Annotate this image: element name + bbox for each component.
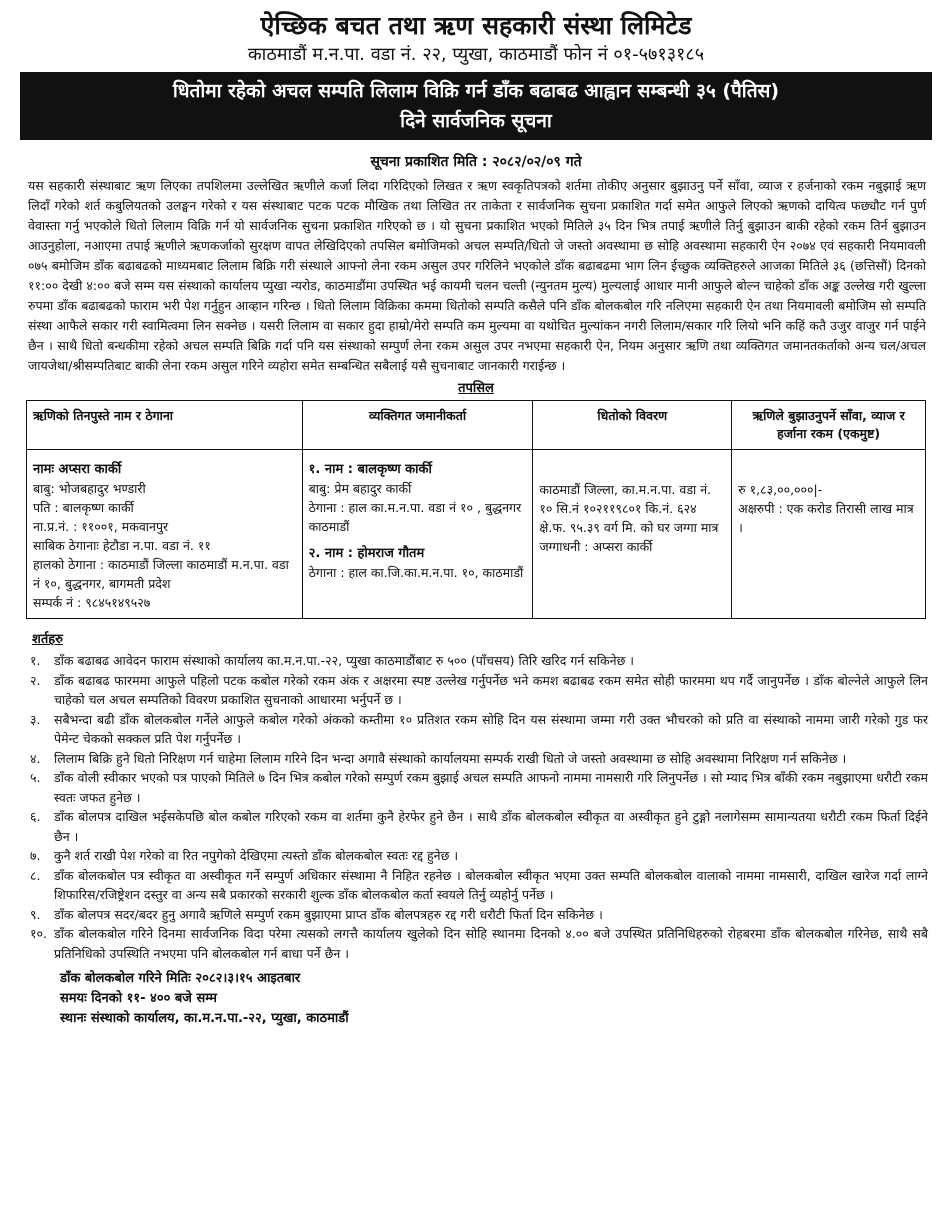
guarantor-2-address: ठेगाना : हाल का.जि.का.म.न.पा. १०, काठमाडौं xyxy=(308,565,524,580)
terms-heading: शर्तहरु xyxy=(32,632,63,647)
term-item: ८. डाँक बोलकबोल पत्र स्वीकृत वा अस्वीकृत गर्ने सम्पुर्ण अधिकार संस्थामा नै निहित रहनेछ । बोलकबोल स्वीकृत भएमा उक्त सम्पति बोलकबोल वालाको नाममा नामसारी, दाखिल खारेज गर्दा लाग्ने शिफारिस/रजिष्ट्रेशन दस्तुर वा अन्य सबै प्रकारको सरकारी शुल्क डाँक बोलकबोल कर्ता स्वयले तिर्नु व्यहोर्नु पर्नेछ । xyxy=(30,867,928,902)
column-header-collateral: धितोको विवरण xyxy=(533,401,732,450)
amount-cell xyxy=(732,450,926,619)
borrower-permanent-address: साबिक ठेगानाः हेटौडा न.पा. वडा नं. ११ xyxy=(33,538,211,553)
auction-date: डाँक बोलकबोल गरिने मितिः २०८२।३।१५ आइतबार xyxy=(60,971,301,986)
term-item: ३. सबैभन्दा बढी डाँक बोलकबोल गर्नेले आफुले कबोल गरेको अंकको कम्तीमा १० प्रतिशत रकम सोहि दिन यस संस्थामा जम्मा गरी उक्त भौचरको को प्रति वा संस्थाको नाममा जारी गरेको गुड फर पेमेन्ट चेकको सक्कल प्रति पेश गर्नुपर्नेछ । xyxy=(30,711,928,746)
amount-figure: रु १,८३,००,०००|- xyxy=(738,482,823,497)
borrower-citizenship: ना.प्र.नं. : ११००१, मकवानपुर xyxy=(33,519,169,534)
term-item: १. डाँक बढाबढ आवेदन फाराम संस्थाको कार्यालय का.म.न.पा.-२२, प्युखा काठमाडौंबाट रु ५०० (पाँचसय) तिरि खरिद गर्न सकिनेछ । xyxy=(30,653,635,668)
organization-name: ऐच्छिक बचत तथा ऋण सहकारी संस्था लिमिटेड xyxy=(260,11,692,40)
tapsil-heading: तपसिल xyxy=(458,381,494,396)
notice-title-line2: दिने सार्वजनिक सूचना xyxy=(400,110,552,132)
borrower-cell xyxy=(27,450,303,619)
details-table-header-row xyxy=(27,401,926,450)
term-item: ५. डाँक वोली स्वीकार भएको पत्र पाएको मितिले ७ दिन भित्र कबोल गरेको सम्पुर्ण रकम बुझाई अचल सम्पति आफनो नाममा नामसारी गरि लिनुपर्नेछ । सो म्याद भित्र बाँकी रकम नबुझाएमा धरौटी रकम स्वतः जफत हुनेछ । xyxy=(30,770,928,805)
notice-title-banner xyxy=(20,72,932,140)
collateral-owner: जग्गाधनी : अप्सरा कार्की xyxy=(539,539,653,554)
details-table-row xyxy=(27,450,926,619)
auction-place: स्थानः संस्थाको कार्यालय, का.म.न.पा.-२२, प्युखा, काठमाडौं xyxy=(60,1011,349,1026)
guarantor-1-father: बाबु: प्रेम बहादुर कार्की xyxy=(308,481,412,496)
borrower-current-address: हालको ठेगाना : काठमाडौं जिल्ला काठमाडौं म.न.पा. वडा नं १०, बुद्धनगर, बागमती प्रदेश xyxy=(33,557,289,591)
term-item: १०. डाँक बोलकबोल गरिने दिनमा सार्वजनिक विदा परेमा त्यसको लगत्तै कार्यालय खुलेको दिन सोहि स्थानमा दिनको ४.०० बजे उपस्थित प्रतिनिधिहरुको रोहबरमा डाँक बोलकबोल गरिनेछ, साथै सबै प्रतिनिधिको उपस्थिति नभएमा पनि बोलकबोल गर्न बाधा पर्ने छैन । xyxy=(30,926,928,961)
guarantor-1-address: ठेगाना : हाल का.म.न.पा. वडा नं १० , बुद्धनगर काठमाडौं xyxy=(308,500,522,534)
guarantor-cell xyxy=(302,450,533,619)
term-item: ४. लिलाम बिक्रि हुने धितो निरिक्षण गर्न चाहेमा लिलाम गरिने दिन भन्दा अगावै संस्थाको कार्यालयमा सम्पर्क राखी धितो जे जस्तो अवस्थामा छ सोहि अवस्थामा निरिक्षण गर्न सकिनेछ । xyxy=(30,750,847,766)
term-item: ७. कुनै शर्त राखी पेश गरेको वा रित नपुगेको देखिएमा त्यस्तो डाँक बोलकबोल स्वतः रद्द हुनेछ । xyxy=(30,848,459,863)
organization-address: काठमाडौं म.न.पा. वडा नं. २२, प्युखा, काठमाडौं फोन नं ०१-५७१३१८५ xyxy=(247,44,705,65)
collateral-cell xyxy=(533,450,732,619)
borrower-husband: पति : बालकृष्ण कार्की xyxy=(33,500,134,515)
auction-time: समयः दिनको ११- ४०० बजे सम्म xyxy=(60,991,217,1006)
collateral-description: काठमाडौं जिल्ला, का.म.न.पा. वडा नं. १० सि.नं १०२११९८०१ कि.नं. ६२४ क्षे.फ. ९५.३९ वर्ग मि. को घर जग्गा मात्र xyxy=(539,482,719,535)
column-header-borrower: ऋणिको तिनपुस्ते नाम र ठेगाना xyxy=(27,401,303,450)
notice-sheet xyxy=(20,6,932,1029)
column-header-amount: ऋणिले बुझाउनुपर्ने साँवा, व्याज र हर्जाना रकम (एकमुष्ट) xyxy=(732,401,926,450)
auction-details xyxy=(60,969,932,1029)
details-table xyxy=(26,400,926,619)
borrower-father: बाबु: भोजबहादुर भण्डारी xyxy=(33,481,146,496)
amount-in-words: अक्षरुपी : एक करोड तिरासी लाख मात्र । xyxy=(738,501,914,535)
borrower-name: नामः अप्सरा कार्की xyxy=(33,462,122,477)
notice-body: यस सहकारी संस्थाबाट ऋण लिएका तपशिलमा उल्लेखित ऋणीले कर्जा लिदा गरिदिएको लिखत र ऋण स्वकृतिपत्रको शर्तमा तोकीए अनुसार बुझाउनु पर्ने साँवा, व्याज र हर्जनाको रकम नबुझाई ऋण लिदाँ गरेको शर्त कबुलियतको उलङ्घन गरेको र यस संस्थाबाट पटक पटक मौखिक तथा लिखित तर ताकेता र सार्वजनिक सुचना प्रकाशित गर्दा समेत आफुले लिएको ऋणको दायित्व फछ्यौट गर्न पुर्ण वेवास्ता गर्नु भएकोले धितो लिलाम विक्रि गर्न यो सार्वजनिक सुचना प्रकाशित गरिएको छ । यो सुचना प्रकाशित भएको मितिले ३५ दिन भित्र तपाई ऋणीले तिर्नु बुझाउन बाकी रहेको रकम तिर्न बुझाउन आउनुहोला, नआएमा तपाई ऋणीले ऋणकर्जाको सुरक्षण वापत लेखिदिएको तपसिल बमोजिमको अचल सम्पति/धितो जे जस्तो अवस्थामा छ सोहि अवस्थामा सहकारी ऐन २०७४ एवं सहकारी नियमावली ०७५ बमोजिम डाँक बढाबढको माध्यमबाट लिलाम बिक्रि गरी संस्थाले आफ्नो लेना रकम असुल उपर गरिलिने भएकोले डाँक बढाबढमा भाग लिन ईच्छुक व्यक्तिहरुले आजका मितिले ३६ (छत्तिसौं) दिनको ११:०० देखी ४:०० बजे सम्म यस संस्थाको कार्यालय प्युखा न्यरोड, काठमाडौंमा उपस्थित भई कायमी चलन चल्ती (न्युनतम मुल्य) मुल्यलाई आधार मानी आफुले बोल्न चाहेको डाँक अङ्क उल्लेख गरी खुल्ला रुपमा डाँक बढाबढको फाराम भरी पेश गर्नुहुन आव्हान गरिन्छ । धितो लिलाम विक्रिका कममा धितोको सम्पति कसैले पनि डाँक बोलकबोल गरि नलिएमा सहकारी ऐन तथा नियमावली बमोजिम सो सम्पति संस्था आफैले सकार गरी स्वामित्वमा लिन सक्नेछ । यसरी लिलाम वा सकार हुदा हाम्रो/मेरो सम्पति कम मुल्यमा वा यथोचित मुल्यांकन नगरी लिलाम/सकार गरि लियो भनि कहिं कतै उजुर वाजुर गर्न पाईने छैन । साथै धितो बन्धकीमा रहेको अचल सम्पति बिक्रि गर्दा पनि यस संस्थाको सम्पुर्ण लेना रकम असुल उपर नभएमा सहकारी ऐन, नियम अनुसार ऋणि तथा व्यक्तिगत जमानतकर्ताको अन्य चल/अचल जायजेथा/श्रीसम्पतिबाट बाकी लेना रकम असुल गरिने व्यहोरा समेत सम्बन्धित सबैलाई यसै सुचनाबाट जानकारी गराईन्छ । xyxy=(28,178,926,373)
publication-date: सूचना प्रकाशित मिति : २०८२/०२/०९ गते xyxy=(370,154,582,170)
notice-title-line1: धितोमा रहेको अचल सम्पति लिलाम विक्रि गर्न डाँक बढाबढ आह्वान सम्बन्धी ३५ (पैतिस) xyxy=(172,80,780,102)
terms-list xyxy=(20,651,932,963)
term-item: ६. डाँक बोलपत्र दाखिल भईसकेपछि बोल कबोल गरिएको रकम वा शर्तमा कुनै हेरफेर हुने छैन । साथै डाँक बोलकबोल स्वीकृत वा अस्वीकृत हुने टुङ्गो नलागेसम्म सामान्यतया धरौटी रकम फिर्ता दिईने छैन । xyxy=(30,809,928,844)
guarantor-2-name: २. नाम : होमराज गौतम xyxy=(308,546,425,561)
column-header-guarantor: व्यक्तिगत जमानीकर्ता xyxy=(302,401,533,450)
term-item: २. डाँक बढाबढ फारममा आफुले पहिलो पटक कबोल गरेको रकम अंक र अक्षरमा स्पष्ट उल्लेख गर्नुपर्नेछ भने कमश बढाबढ रकम समेत सोही फारममा थप गर्दै जानुपर्नेछ । डाँक बोल्नेले आफुले लिन चाहेको चल अचल सम्पतिको विवरण प्रकाशित सुचनाको आधारमा भर्नुपर्ने छ । xyxy=(30,672,928,707)
guarantor-1-name: १. नाम : बालकृष्ण कार्की xyxy=(308,462,432,477)
borrower-contact: सम्पर्क नं : ९८४५१४९५२७ xyxy=(33,595,151,610)
term-item: ९. डाँक बोलपत्र सदर/बदर हुनु अगावै ऋणिले सम्पुर्ण रकम बुझाएमा प्राप्त डाँक बोलपत्रहरु रद्द गरी धरौटी फिर्ता दिन सकिनेछ । xyxy=(30,906,603,922)
